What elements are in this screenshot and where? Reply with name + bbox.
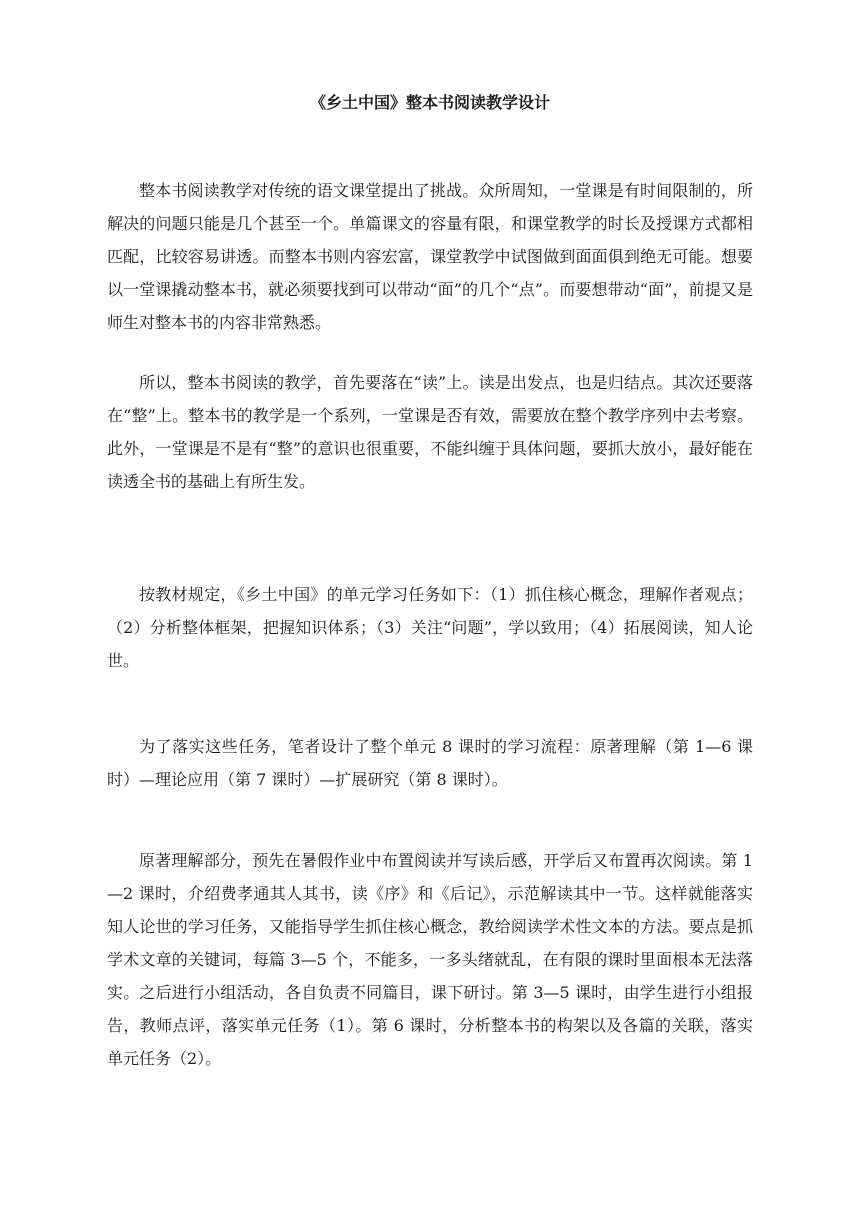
paragraph-reading-focus: 所以，整本书阅读的教学，首先要落在“读”上。读是出发点，也是归结点。其次还要落在“整”上。整本书的教学是一个系列，一堂课是否有效，需要放在整个教学序列中去考察。此外，一堂课是不是有“整”的意识也很重要，不能纠缠于具体问题，要抓大放小，最好能在读透全书的基础上有所生发。	[107, 373, 753, 491]
paragraph-unit-tasks: 按教材规定，《乡土中国》的单元学习任务如下：（1）抓住核心概念，理解作者观点；（2）分析整体框架，把握知识体系；（3）关注“问题”，学以致用；（4）拓展阅读，知人论世。	[107, 585, 753, 670]
paragraph-lesson-flow: 为了落实这些任务，笔者设计了整个单元 8 课时的学习流程：原著理解（第 1—6 课时）—理论应用（第 7 课时）—扩展研究（第 8 课时）。	[107, 737, 753, 789]
paragraph-original-understanding: 原著理解部分，预先在暑假作业中布置阅读并写读后感，开学后又布置再次阅读。第 1—2 课时，介绍费孝通其人其书，读《序》和《后记》，示范解读其中一节。这样就能落实知人论世的学习任务，又能指导学生抓住核心概念，教给阅读学术性文本的方法。要点是抓学术文章的关键词，每篇 3—5 个，不能多，一多头绪就乱，在有限的课时里面根本无法落实。之后进行小组活动，各自负责不同篇目，课下研讨。第 3—5 课时，由学生进行小组报告，教师点评，落实单元任务（1）。第 6 课时，分析整本书的构架以及各篇的关联，落实单元任务（2）。	[107, 851, 753, 1068]
document-title: 《乡土中国》整本书阅读教学设计	[309, 93, 550, 112]
paragraph-challenge: 整本书阅读教学对传统的语文课堂提出了挑战。众所周知，一堂课是有时间限制的，所解决的问题只能是几个甚至一个。单篇课文的容量有限，和课堂教学的时长及授课方式都相匹配，比较容易讲透。而整本书则内容宏富，课堂教学中试图做到面面俱到绝无可能。想要以一堂课撬动整本书，就必须要找到可以带动“面”的几个“点”。而要想带动“面”，前提又是师生对整本书的内容非常熟悉。	[107, 181, 753, 332]
